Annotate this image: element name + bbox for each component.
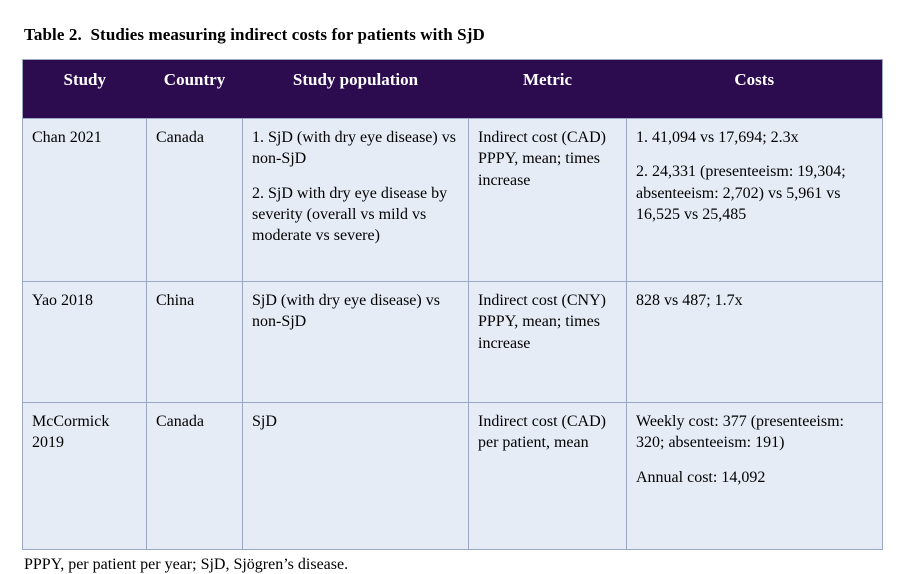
cell-study: Yao 2018 xyxy=(23,282,147,403)
column-header-country: Country xyxy=(147,60,243,119)
cell-paragraph: Indirect cost (CAD) per patient, mean xyxy=(478,413,606,452)
cell-paragraph: 2. 24,331 (presenteeism: 19,304; absenteeism: 2,702) vs 5,961 vs 16,525 vs 25,485 xyxy=(636,163,846,223)
cell-study-population xyxy=(243,403,469,550)
cell-costs xyxy=(627,119,883,282)
table-caption: Table 2. Studies measuring indirect costs for patients with SjD xyxy=(24,25,485,44)
indirect-costs-table xyxy=(22,59,883,550)
cell-paragraph: Indirect cost (CAD) PPPY, mean; times increase xyxy=(478,129,606,189)
cell-study-population xyxy=(243,119,469,282)
cell-costs xyxy=(627,403,883,550)
cell-paragraph: 1. SjD (with dry eye disease) vs non-SjD xyxy=(252,129,456,168)
cell-paragraph: SjD (with dry eye disease) vs non-SjD xyxy=(252,292,440,331)
cell-paragraph: Indirect cost (CNY) PPPY, mean; times increase xyxy=(478,292,606,352)
cell-costs xyxy=(627,282,883,403)
cell-paragraph: Weekly cost: 377 (presenteeism: 320; absenteeism: 191) xyxy=(636,413,844,452)
cell-country: China xyxy=(147,282,243,403)
table-header-row xyxy=(23,60,883,119)
column-header-study: Study xyxy=(23,60,147,119)
column-header-costs: Costs xyxy=(627,60,883,119)
table-header xyxy=(23,60,883,119)
cell-study: McCormick 2019 xyxy=(23,403,147,550)
cell-paragraph: Annual cost: 14,092 xyxy=(636,468,766,486)
table-body xyxy=(23,119,883,550)
cell-paragraph: 2. SjD with dry eye disease by severity (overall vs mild vs moderate vs severe) xyxy=(252,184,448,245)
cell-country: Canada xyxy=(147,119,243,282)
cell-paragraph: 828 vs 487; 1.7x xyxy=(636,292,743,309)
column-header-study-population: Study population xyxy=(243,60,469,119)
cell-metric xyxy=(469,403,627,550)
cell-metric xyxy=(469,282,627,403)
table-row xyxy=(23,403,883,550)
cell-country: Canada xyxy=(147,403,243,550)
column-header-metric: Metric xyxy=(469,60,627,119)
table-row xyxy=(23,119,883,282)
cell-metric xyxy=(469,119,627,282)
cell-paragraph: 1. 41,094 vs 17,694; 2.3x xyxy=(636,129,799,146)
table-row xyxy=(23,282,883,403)
cell-study-population xyxy=(243,282,469,403)
cell-paragraph: SjD xyxy=(252,413,277,430)
cell-study: Chan 2021 xyxy=(23,119,147,282)
table-footnote: PPPY, per patient per year; SjD, Sjögren’s disease. xyxy=(24,556,349,573)
